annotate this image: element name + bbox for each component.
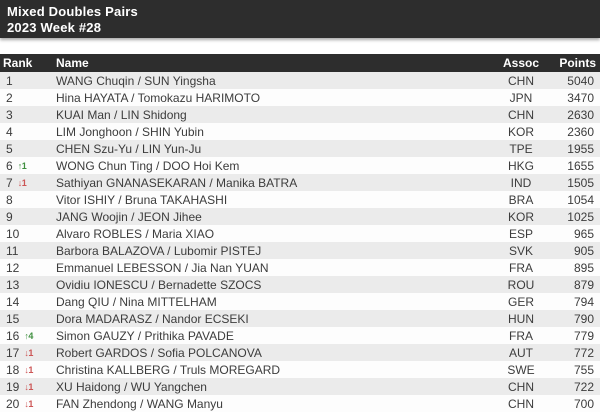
- name-cell: Dang QIU / Nina MITTELHAM: [56, 294, 217, 309]
- name-cell: Vitor ISHIY / Bruna TAKAHASHI: [56, 192, 228, 207]
- rank-up-arrow-icon: ↑1: [17, 160, 27, 171]
- points-cell: 1655: [567, 158, 594, 173]
- name-cell: Emmanuel LEBESSON / Jia Nan YUAN: [56, 260, 269, 275]
- points-cell: 879: [573, 277, 594, 292]
- rank-number: 15: [6, 311, 20, 326]
- name-cell: CHEN Szu-Yu / LIN Yun-Ju: [56, 141, 202, 156]
- spacer: [0, 38, 600, 54]
- assoc-cell: SWE: [507, 362, 535, 377]
- assoc-cell: KOR: [507, 209, 534, 224]
- points-cell: 1505: [567, 175, 594, 190]
- assoc-cell: FRA: [509, 328, 533, 343]
- points-cell: 3470: [567, 90, 594, 105]
- points-cell: 790: [573, 311, 594, 326]
- assoc-cell: CHN: [508, 107, 534, 122]
- table-row: [0, 310, 600, 327]
- name-cell: Hina HAYATA / Tomokazu HARIMOTO: [56, 90, 261, 105]
- table-row: [0, 344, 600, 361]
- table-row: [0, 123, 600, 140]
- assoc-cell: KOR: [507, 124, 534, 139]
- rank-number: 11: [6, 243, 19, 258]
- assoc-cell: TPE: [509, 141, 533, 156]
- assoc-cell: HKG: [507, 158, 534, 173]
- rank-number: 10: [6, 226, 20, 241]
- name-cell: Alvaro ROBLES / Maria XIAO: [56, 226, 215, 241]
- rank-number: 14: [6, 294, 20, 309]
- rank-cell: [0, 295, 56, 309]
- name-cell: XU Haidong / WU Yangchen: [56, 379, 207, 394]
- points-cell: 1955: [567, 141, 594, 156]
- table-row: [0, 378, 600, 395]
- page-subtitle: 2023 Week #28: [7, 20, 102, 35]
- assoc-cell: CHN: [508, 379, 534, 394]
- assoc-cell: FRA: [509, 260, 533, 275]
- name-cell: FAN Zhendong / WANG Manyu: [56, 396, 223, 411]
- table-row: [0, 174, 600, 191]
- rank-cell: [0, 74, 56, 88]
- assoc-cell: GER: [507, 294, 534, 309]
- rank-number: 12: [6, 260, 20, 275]
- column-header-rank: Rank: [3, 56, 33, 70]
- table-row: [0, 395, 600, 412]
- rank-number: 8: [6, 192, 13, 207]
- rank-number: 3: [6, 107, 13, 122]
- table-row: [0, 327, 600, 344]
- rank-number: 18: [6, 362, 20, 377]
- table-row: [0, 361, 600, 378]
- points-cell: 755: [573, 362, 594, 377]
- rank-cell: [0, 380, 56, 394]
- name-cell: KUAI Man / LIN Shidong: [56, 107, 187, 122]
- rank-cell: [0, 91, 56, 105]
- points-cell: 794: [573, 294, 594, 309]
- rank-number: 19: [6, 379, 20, 394]
- rank-cell: [0, 261, 56, 275]
- rank-cell: [0, 397, 56, 411]
- points-cell: 905: [573, 243, 594, 258]
- points-cell: 722: [573, 379, 594, 394]
- points-cell: 2360: [567, 124, 594, 139]
- table-row: [0, 191, 600, 208]
- rank-down-arrow-icon: ↓1: [24, 347, 33, 358]
- rank-cell: [0, 125, 56, 139]
- rank-up-arrow-icon: ↑4: [24, 330, 33, 341]
- name-cell: WANG Chuqin / SUN Yingsha: [56, 73, 216, 88]
- table-row: [0, 225, 600, 242]
- table-row: [0, 259, 600, 276]
- rank-number: 4: [6, 124, 13, 139]
- rank-cell: [0, 346, 56, 360]
- rank-cell: [0, 227, 56, 241]
- rank-number: 9: [6, 209, 13, 224]
- table-row: [0, 208, 600, 225]
- table-row: [0, 293, 600, 310]
- assoc-cell: SVK: [508, 243, 533, 258]
- assoc-cell: BRA: [508, 192, 534, 207]
- rank-number: 5: [6, 141, 13, 156]
- name-cell: Ovidiu IONESCU / Bernadette SZOCS: [56, 277, 262, 292]
- title-bar: [0, 0, 600, 38]
- points-cell: 895: [573, 260, 594, 275]
- rank-cell: [0, 244, 56, 258]
- assoc-cell: HUN: [508, 311, 534, 326]
- rank-cell: [0, 363, 56, 377]
- rank-down-arrow-icon: ↓1: [24, 364, 33, 375]
- rank-cell: [0, 176, 56, 190]
- points-cell: 2630: [567, 107, 594, 122]
- assoc-cell: ROU: [507, 277, 535, 292]
- points-cell: 1054: [567, 192, 594, 207]
- table-row: [0, 242, 600, 259]
- points-cell: 772: [573, 345, 594, 360]
- rank-number: 13: [6, 277, 20, 292]
- rank-number: 1: [6, 73, 13, 88]
- rank-cell: [0, 312, 56, 326]
- column-header-name: Name: [56, 56, 89, 70]
- assoc-cell: CHN: [508, 396, 534, 411]
- table-body: [0, 72, 600, 412]
- rank-down-arrow-icon: ↓1: [17, 177, 27, 188]
- name-cell: Simon GAUZY / Prithika PAVADE: [56, 328, 234, 343]
- rank-number: 2: [6, 90, 13, 105]
- table-header: [0, 54, 600, 72]
- name-cell: LIM Jonghoon / SHIN Yubin: [56, 124, 204, 139]
- assoc-cell: AUT: [509, 345, 533, 360]
- rank-number: 20: [6, 396, 20, 411]
- points-cell: 779: [573, 328, 594, 343]
- table-row: [0, 89, 600, 106]
- table-row: [0, 106, 600, 123]
- rank-cell: [0, 210, 56, 224]
- assoc-cell: IND: [510, 175, 532, 190]
- page-title: Mixed Doubles Pairs: [7, 4, 138, 19]
- rank-number: 7: [6, 175, 13, 190]
- rank-cell: [0, 108, 56, 122]
- rank-number: 16: [6, 328, 20, 343]
- points-cell: 5040: [567, 73, 594, 88]
- rank-cell: [0, 142, 56, 156]
- column-header-points: Points: [559, 56, 596, 70]
- name-cell: JANG Woojin / JEON Jihee: [56, 209, 202, 224]
- table-row: [0, 72, 600, 89]
- rank-cell: [0, 329, 56, 343]
- table-row: [0, 157, 600, 174]
- rank-number: 17: [6, 345, 20, 360]
- rank-cell: [0, 193, 56, 207]
- table-row: [0, 140, 600, 157]
- name-cell: Robert GARDOS / Sofia POLCANOVA: [56, 345, 262, 360]
- name-cell: Barbora BALAZOVA / Lubomir PISTEJ: [56, 243, 262, 258]
- assoc-cell: JPN: [509, 90, 533, 105]
- points-cell: 1025: [567, 209, 594, 224]
- points-cell: 965: [573, 226, 594, 241]
- name-cell: WONG Chun Ting / DOO Hoi Kem: [56, 158, 240, 173]
- column-header-assoc: Assoc: [502, 56, 540, 70]
- rank-down-arrow-icon: ↓1: [24, 398, 33, 409]
- rank-number: 6: [6, 158, 13, 173]
- rank-cell: [0, 159, 56, 173]
- name-cell: Christina KALLBERG / Truls MOREGARD: [56, 362, 281, 377]
- name-cell: Sathiyan GNANASEKARAN / Manika BATRA: [56, 175, 298, 190]
- name-cell: Dora MADARASZ / Nandor ECSEKI: [56, 311, 249, 326]
- assoc-cell: ESP: [508, 226, 533, 241]
- points-cell: 700: [573, 396, 594, 411]
- table-row: [0, 276, 600, 293]
- rank-cell: [0, 278, 56, 292]
- assoc-cell: CHN: [508, 73, 534, 88]
- rank-down-arrow-icon: ↓1: [24, 381, 33, 392]
